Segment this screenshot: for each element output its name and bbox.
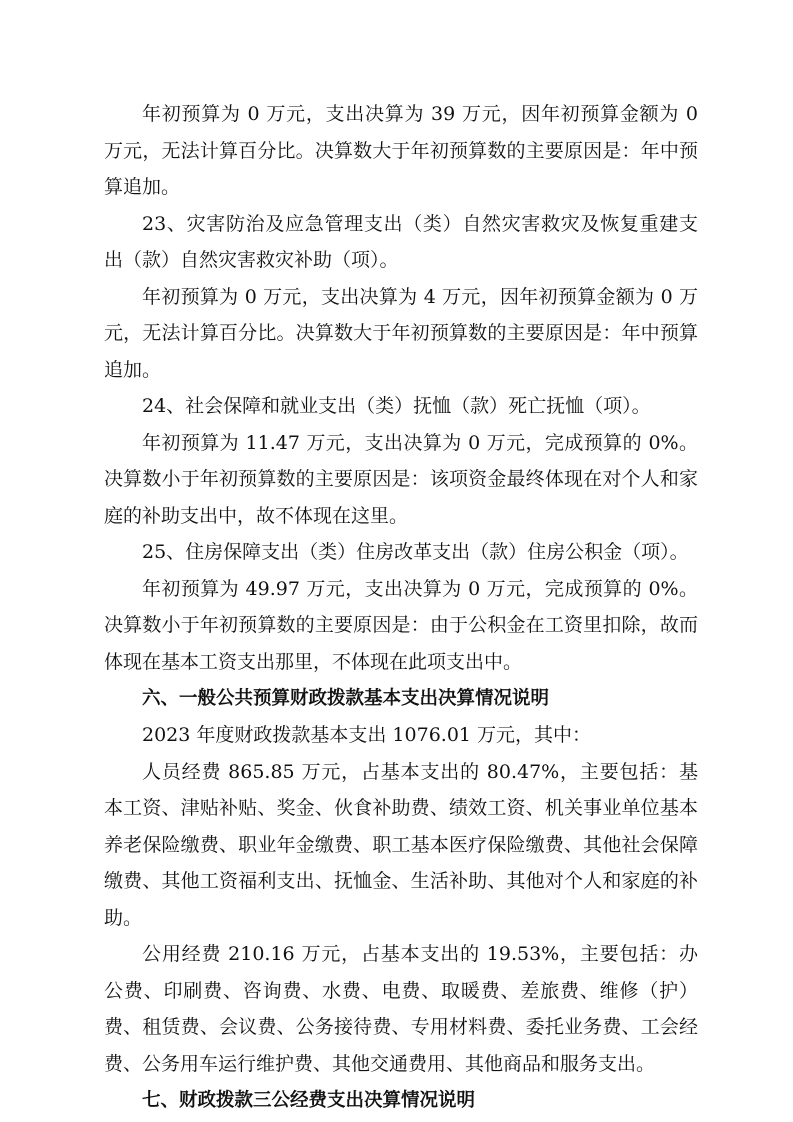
paragraph-budget-note-24: 年初预算为 11.47 万元，支出决算为 0 万元，完成预算的 0%。决算数小于年初预算数的主要原因是：该项资金最终体现在对个人和家庭的补助支出中，故不体现在这里。 [104,431,698,527]
paragraph-personnel-expenses: 人员经费 865.85 万元，占基本支出的 80.47%，主要包括：基本工资、津贴补贴、奖金、伙食补助费、绩效工资、机关事业单位基本养老保险缴费、职业年金缴费、职工基本医疗保险缴费、其他社会保障缴费、其他工资福利支出、抚恤金、生活补助、其他对个人和家庭的补助。 [104,760,698,929]
section-heading-6: 六、一般公共预算财政拨款基本支出决算情况说明 [142,688,550,709]
paragraph-item-24-title: 24、社会保障和就业支出（类）抚恤（款）死亡抚恤（项）。 [142,395,651,417]
paragraph-item-25-title: 25、住房保障支出（类）住房改革支出（款）住房公积金（项）。 [142,541,689,563]
section-heading-7: 七、财政拨款三公经费支出决算情况说明 [142,1090,476,1111]
paragraph-budget-note-22: 年初预算为 0 万元，支出决算为 39 万元，因年初预算金额为 0 万元，无法计算百分比。决算数大于年初预算数的主要原因是：年中预算追加。 [104,103,698,198]
paragraph-budget-note-25: 年初预算为 49.97 万元，支出决算为 0 万元，完成预算的 0%。决算数小于年初预算数的主要原因是：由于公积金在工资里扣除，故而体现在基本工资支出那里，不体现在此项支出中。 [104,577,698,673]
paragraph-basic-expenditure-total: 2023 年度财政拨款基本支出 1076.01 万元，其中： [142,724,592,746]
paragraph-public-expenses: 公用经费 210.16 万元，占基本支出的 19.53%，主要包括：办公费、印刷费、咨询费、水费、电费、取暖费、差旅费、维修（护）费、租赁费、会议费、公务接待费、专用材料费、委托业务费、工会经费、公务用车运行维护费、其他交通费用、其他商品和服务支出。 [104,943,698,1075]
paragraph-item-23-title: 23、灾害防治及应急管理支出（类）自然灾害救灾及恢复重建支出（款）自然灾害救灾补助（项）。 [104,212,698,271]
paragraph-budget-note-23: 年初预算为 0 万元，支出决算为 4 万元，因年初预算金额为 0 万元，无法计算百分比。决算数大于年初预算数的主要原因是：年中预算追加。 [104,285,698,381]
document-body [104,96,698,1119]
